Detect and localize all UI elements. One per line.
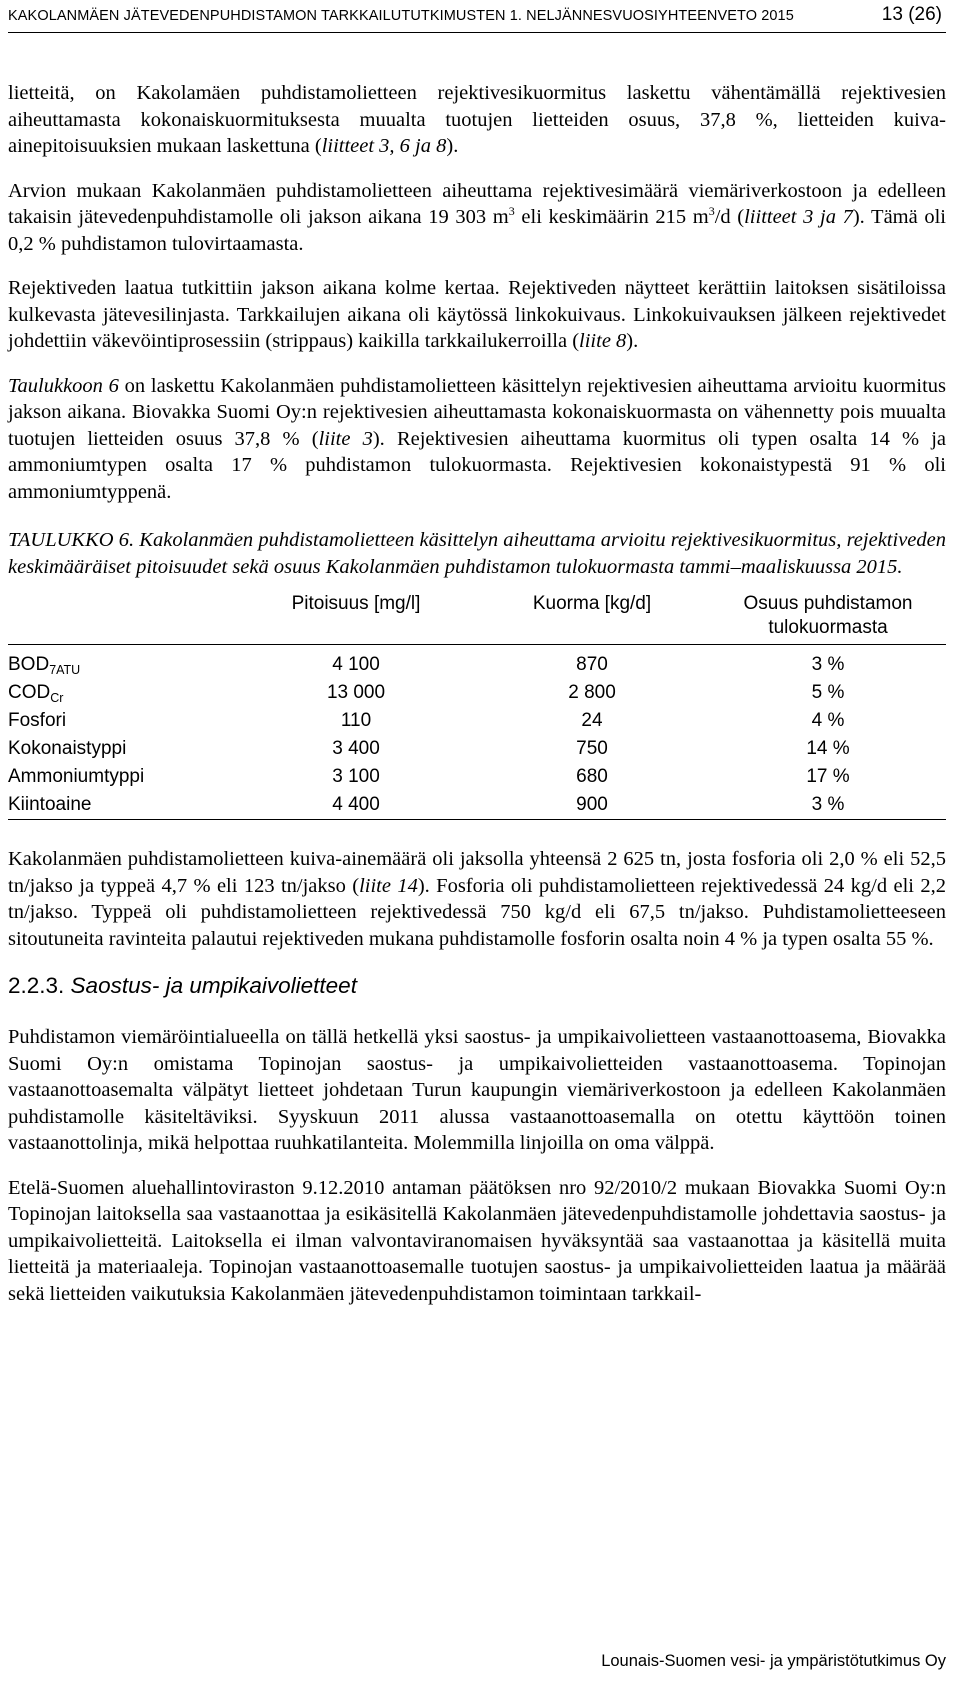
superscript: 3 [708, 204, 715, 218]
text: ). [626, 330, 639, 352]
table-cell: 17 % [806, 766, 850, 787]
table-header-cell [8, 590, 238, 645]
text: on laskettu Kakolanmäen puhdistamolietteen käsittelyn rejektivesien aiheuttama arvioitu kuormitus jakson aikana. Biovakka Suomi Oy:n rejektivesien aiheuttamasta kokonaiskuormasta on vähennetty pois muualta tuotujen lietteiden osuus 37,8 % ( [8, 374, 946, 450]
row-label: Ammoniumtyppi [8, 766, 145, 787]
table-cell: 14 % [806, 738, 850, 759]
table-cell: 3 % [811, 654, 845, 675]
section-heading [8, 972, 946, 1000]
table-row [8, 645, 946, 680]
reference: liite 8 [579, 330, 627, 352]
table-header-row [8, 590, 946, 645]
page-header [8, 2, 946, 33]
text: eli keskimäärin 215 m [514, 206, 709, 228]
table-header-cell: Osuus puhdistamon tulokuormasta [710, 590, 946, 645]
reference: liite 3 [318, 427, 373, 450]
table-cell: 5 % [811, 682, 845, 703]
reference: Taulukkoon 6 [8, 374, 119, 397]
row-label [8, 679, 238, 707]
caption-label: TAULUKKO 6. [8, 529, 135, 551]
paragraph-rejektiveden-laatu [8, 275, 946, 355]
table-row [8, 679, 946, 707]
table-cell: 4 100 [332, 654, 380, 675]
table-cell: 3 % [710, 791, 946, 820]
table-cell: 750 [576, 738, 608, 759]
row-label-text: BOD [8, 654, 50, 675]
row-label: Kokonaistyppi [8, 738, 127, 759]
table-cell: 3 100 [332, 766, 380, 787]
row-label-subscript: Cr [50, 691, 64, 705]
table-cell: 110 [340, 710, 372, 731]
text: ). Rejektivesien aiheuttama kuormitus oli typen osalta 14 % ja ammoniumtypen osalta 17 % puhdistamon tulokuormasta. Rejektivesien kokonaistypestä 91 % oli ammoniumtyppenä. [8, 427, 946, 503]
paragraph-aluehallintovirasto: Etelä-Suomen aluehallintoviraston 9.12.2010 antaman päätöksen nro 92/2010/2 mukaan Biovakka Suomi Oy:n Topinojan laitoksella saa vastaanottaa ja esikäsitellä Kakolanmäen jätevedenpuhdistamolle johdettavia saostus- ja umpikaivolietteitä. Laitoksella ei ilman valvontaviranomaisen hyväksyntää saa vastaanottaa ja käsitellä muita lietteitä ja materiaaleja. Topinojan vastaanottoasemalle tuotujen saostus- ja umpikaivolietteiden laatua ja määrää sekä lietteiden vaikutuksia Kakolanmäen jätevedenpuhdistamon toimintaan tarkkail- [8, 1176, 946, 1305]
page-number: 13 (26) [881, 4, 942, 25]
paragraph-rejektivesikuormitus [8, 80, 946, 160]
text: /d ( [714, 206, 745, 228]
text: ). [446, 135, 459, 157]
table-cell: 24 [581, 710, 603, 731]
table-header-cell: Kuorma [kg/d] [474, 590, 710, 645]
document-body [8, 80, 946, 1307]
row-label [8, 645, 238, 680]
table-cell: 4 % [811, 710, 845, 731]
table-cell: 680 [576, 766, 608, 787]
row-label: Fosfori [8, 710, 67, 731]
text: Rejektiveden laatua tutkittiin jakson aikana kolme kertaa. Rejektiveden näytteet kerättiin laitoksen sisätiloissa kulkevasta jätevesilinjasta. Tarkkailujen aikana oli käytössä linkokuivaus. Linkokuivauksen jälkeen rejektivedet johdettiin väkevöintiprosessiin (strippaus) kaikilla tarkkailukerroilla ( [8, 277, 946, 352]
paragraph-taulukko-kuvaus [8, 373, 946, 506]
table-cell: 3 400 [332, 738, 380, 759]
paragraph-rejektivesimaara [8, 178, 946, 258]
reference: liite 14 [359, 874, 418, 897]
section-title: Saostus- ja umpikaivolietteet [64, 973, 357, 998]
superscript: 3 [508, 204, 515, 218]
row-label-text: COD [8, 682, 51, 703]
table-cell: 900 [474, 791, 710, 820]
reference: liitteet 3 ja 7 [744, 206, 853, 228]
page-footer: Lounais-Suomen vesi- ja ympäristötutkimus Oy [601, 1652, 946, 1670]
table-cell: 13 000 [326, 682, 386, 703]
reference: liitteet 3, 6 ja 8 [321, 135, 447, 157]
row-label: Kiintoaine [8, 791, 238, 820]
table-row [8, 707, 946, 735]
text: Kakolanmäen puhdistamolietteen kuiva-ainemäärä oli jaksolla yhteensä 2 625 tn, josta fosforia oli 2,0 % eli 52,5 tn/jakso ja typpeä 4,7 % eli 123 tn/jakso ( [8, 848, 946, 897]
table-row [8, 791, 946, 820]
paragraph-kuiva-ainemaara [8, 846, 946, 952]
table-caption [8, 527, 946, 580]
text: Arvion mukaan Kakolanmäen puhdistamolietteen aiheuttama rejektivesimäärä viemäriverkostoon ja edelleen takaisin jätevedenpuhdistamolle oli jakson aikana 19 303 m [8, 179, 946, 228]
header-title: KAKOLANMÄEN JÄTEVEDENPUHDISTAMON TARKKAILUTUTKIMUSTEN 1. NELJÄNNESVUOSIYHTEENVETO 2015 [8, 8, 794, 24]
text: lietteitä, on Kakolamäen puhdistamolietteen rejektivesikuormitus laskettu vähentämällä rejektivesien aiheuttamasta kokonaiskuormituksesta muualta tuotujen lietteiden osuus, 37,8 %, lietteiden kuiva-ainepitoisuuksien mukaan laskettuna ( [8, 82, 946, 157]
row-label-subscript: 7ATU [49, 663, 81, 677]
table-cell: 870 [576, 654, 608, 675]
section-number: 2.2.3. [8, 973, 65, 998]
text: ). Tämä oli 0,2 % puhdistamon tulovirtaamasta. [8, 206, 947, 255]
caption-text: Kakolanmäen puhdistamolietteen käsittelyn aiheuttama arvioitu rejektivesikuormitus, rejektiveden keskimääräiset pitoisuudet sekä osuus Kakolanmäen puhdistamon tulokuormasta tammi–maaliskuussa 2015. [8, 529, 946, 578]
table-row [8, 735, 946, 763]
paragraph-vastaanottoasema: Puhdistamon viemäröintialueella on tällä hetkellä yksi saostus- ja umpikaivolietteen vastaanottoasema, Biovakka Suomi Oy:n omistama Topinojan saostus- ja umpikaivolietteiden vastaanottoasema. Topinojan vastaanottoasemalta välpätyt lietteet johdetaan Turun kaupungin viemäriverkostoon ja edelleen Kakolanmäen puhdistamolle käsiteltäviksi. Syyskuun 2011 alussa vastaanottoasemalla on otettu käyttöön toinen vastaanottolinja, mikä helpottaa ruuhkatilanteita. Molemmilla linjoilla on oma välppä. [8, 1026, 946, 1154]
table-cell: 2 800 [568, 682, 616, 703]
table-row [8, 763, 946, 791]
table-header-cell: Pitoisuus [mg/l] [238, 590, 474, 645]
table-container [8, 590, 946, 820]
rejektivesi-table [8, 590, 946, 820]
table-cell: 4 400 [238, 791, 474, 820]
text: ). Fosforia oli puhdistamolietteen rejektivedessä 24 kg/d eli 2,2 tn/jakso. Typpeä oli puhdistamolietteen rejektivedessä 750 kg/d eli 67,5 tn/jakso. Puhdistamolietteeseen sitoutuneita ravinteita palautui rejektiveden mukana puhdistamolle fosforin osalta noin 4 % ja typen osalta 55 %. [8, 874, 946, 950]
